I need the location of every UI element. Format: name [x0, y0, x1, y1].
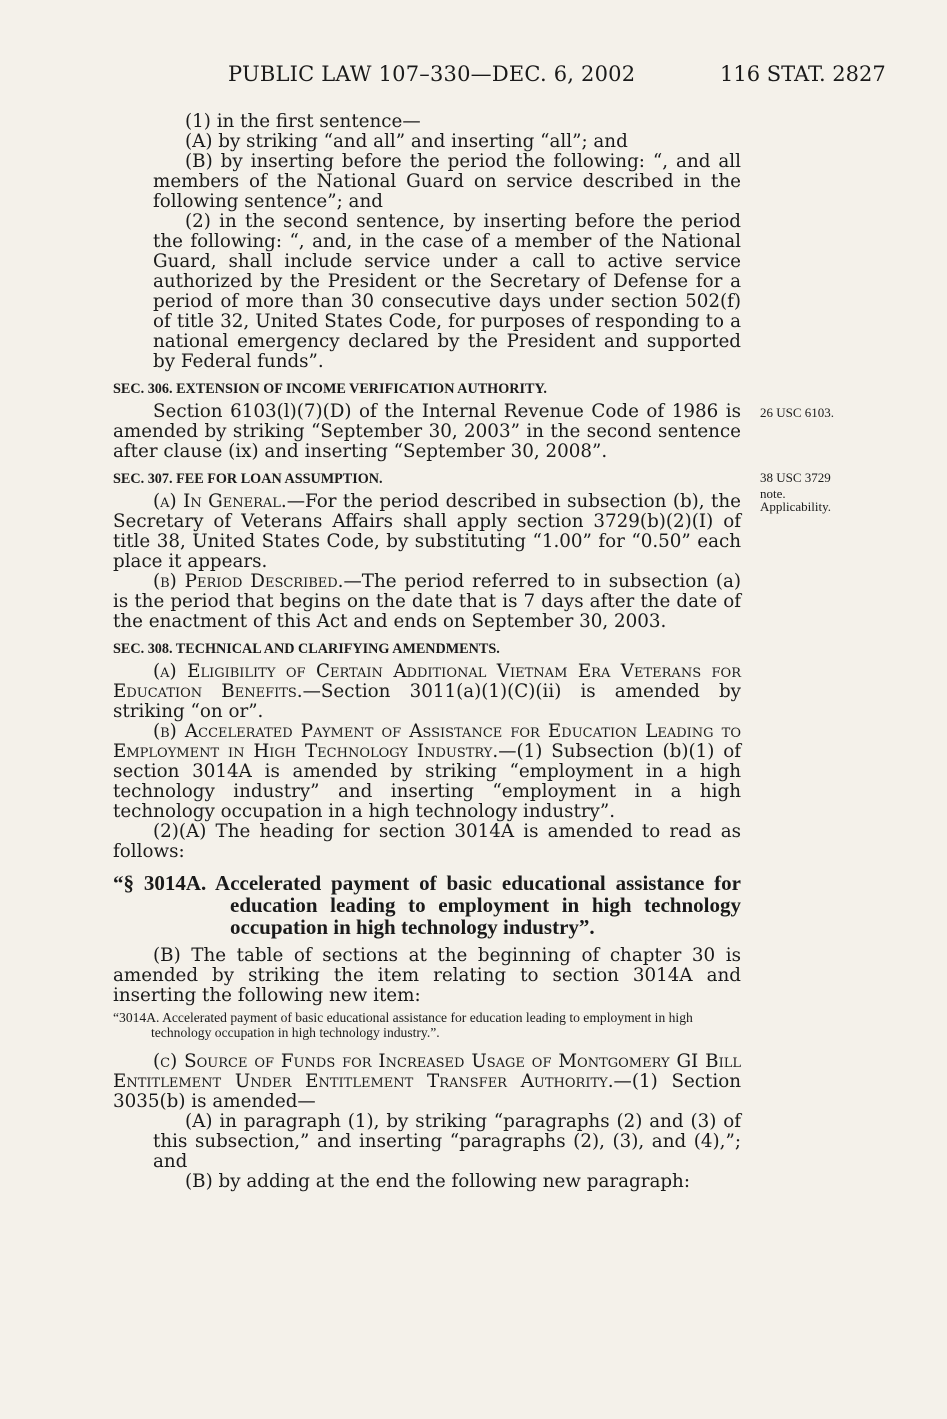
section-308-c-text: —(1) Section 3035(b) is amended—: [113, 1071, 741, 1112]
section-306-heading: SEC. 306. EXTENSION OF INCOME VERIFICATION AUTHORITY.: [113, 381, 547, 397]
section-308-b-text: —(1) Subsection (b)(1) of section 3014A is amended by striking “employment in a high technology industry” and inserting “employment in a high technology occupation in a high technology industry”.: [113, 741, 741, 822]
section-308-heading: SEC. 308. TECHNICAL AND CLARIFYING AMENDMENTS.: [113, 641, 500, 657]
section-307-b: [113, 572, 741, 632]
statute-body: [113, 112, 741, 1192]
header-page-number: 116 STAT. 2827: [720, 62, 886, 86]
header-citation: PUBLIC LAW 107–330—DEC. 6, 2002: [228, 62, 636, 86]
section-308-b-label: (b) Accelerated Payment of Assistance for Education Leading to Employment in High Technology Industry.: [113, 721, 741, 762]
margin-note-usc-6103: 26 USC 6103.: [760, 405, 835, 420]
running-header: [0, 62, 947, 94]
section-307-a: [113, 492, 741, 572]
margin-note-line: Applicability.: [760, 499, 832, 514]
section-308-b: [113, 722, 741, 822]
paragraph-1: (1) in the first sentence—: [185, 111, 421, 132]
section-308-b2: (2)(A) The heading for section 3014A is amended to read as follows:: [113, 821, 741, 862]
section-307-b-label: (b) Period Described.: [153, 571, 344, 592]
paragraph-2: (2) in the second sentence, by inserting before the period the following: “, and, in the case of a member of the National Guard, shall include service under a call to active service authorized by the President or the Secretary of Defense for a period of more than 30 consecutive days under section 502(f) of title 32, United States Code, for purposes of responding to a national emergency declared by the President and supported by Federal funds”.: [153, 211, 741, 372]
section-307-b-text: —The period referred to in subsection (a) is the period that begins on the date that is 7 days after the date of the enactment of this Act and ends on September 30, 2003.: [113, 571, 741, 632]
section-308-c-B: (B) by adding at the end the following new paragraph:: [185, 1171, 690, 1192]
section-307-heading: SEC. 307. FEE FOR LOAN ASSUMPTION.: [113, 471, 383, 487]
section-307-a-text: —For the period described in subsection (b), the Secretary of Veterans Affairs shall apply section 3729(b)(2)(I) of title 38, United States Code, by substituting “1.00” for “0.50” each place it appears.: [113, 491, 741, 572]
section-307-a-label: (a) In General.: [153, 491, 287, 512]
section-308-c: [113, 1052, 741, 1112]
section-308-b-B: (B) The table of sections at the beginning of chapter 30 is amended by striking the item relating to section 3014A and inserting the following new item:: [113, 945, 741, 1006]
section-308-a-text: —Section 3011(a)(1)(C)(ii) is amended by striking “on or”.: [113, 681, 741, 722]
subparagraph-1b: (B) by inserting before the period the following: “, and all members of the National Guard on service described in the following sentence”; and: [153, 151, 741, 212]
subparagraph-1a: (A) by striking “and all” and inserting “all”; and: [185, 131, 628, 152]
section-308-a-label: (a) Eligibility of Certain Additional Vietnam Era Veterans for Education Benefits.: [113, 661, 741, 702]
section-3014a-heading: “§ 3014A. Accelerated payment of basic educational assistance for education leading to employment in high technology occupation in high technology industry”.: [113, 871, 741, 939]
margin-note-usc-3729: [760, 471, 831, 513]
margin-note-line: note.: [760, 486, 786, 501]
section-308-c-A: (A) in paragraph (1), by striking “paragraphs (2) and (3) of this subsection,” and inserting “paragraphs (2), (3), and (4),”; and: [153, 1111, 741, 1172]
section-308-c-label: (c) Source of Funds for Increased Usage of Montgomery GI Bill Entitlement Under Entitlement Transfer Authority.: [113, 1051, 741, 1092]
margin-note-line: 38 USC 3729: [760, 470, 831, 485]
section-308-a: [113, 662, 741, 722]
table-of-sections-item: “3014A. Accelerated payment of basic educational assistance for education leading to employment in high technology occupation in high technology industry.”.: [113, 1010, 693, 1040]
section-306-text: Section 6103(l)(7)(D) of the Internal Revenue Code of 1986 is amended by striking “September 30, 2003” in the second sentence after clause (ix) and inserting “September 30, 2008”.: [113, 401, 741, 462]
